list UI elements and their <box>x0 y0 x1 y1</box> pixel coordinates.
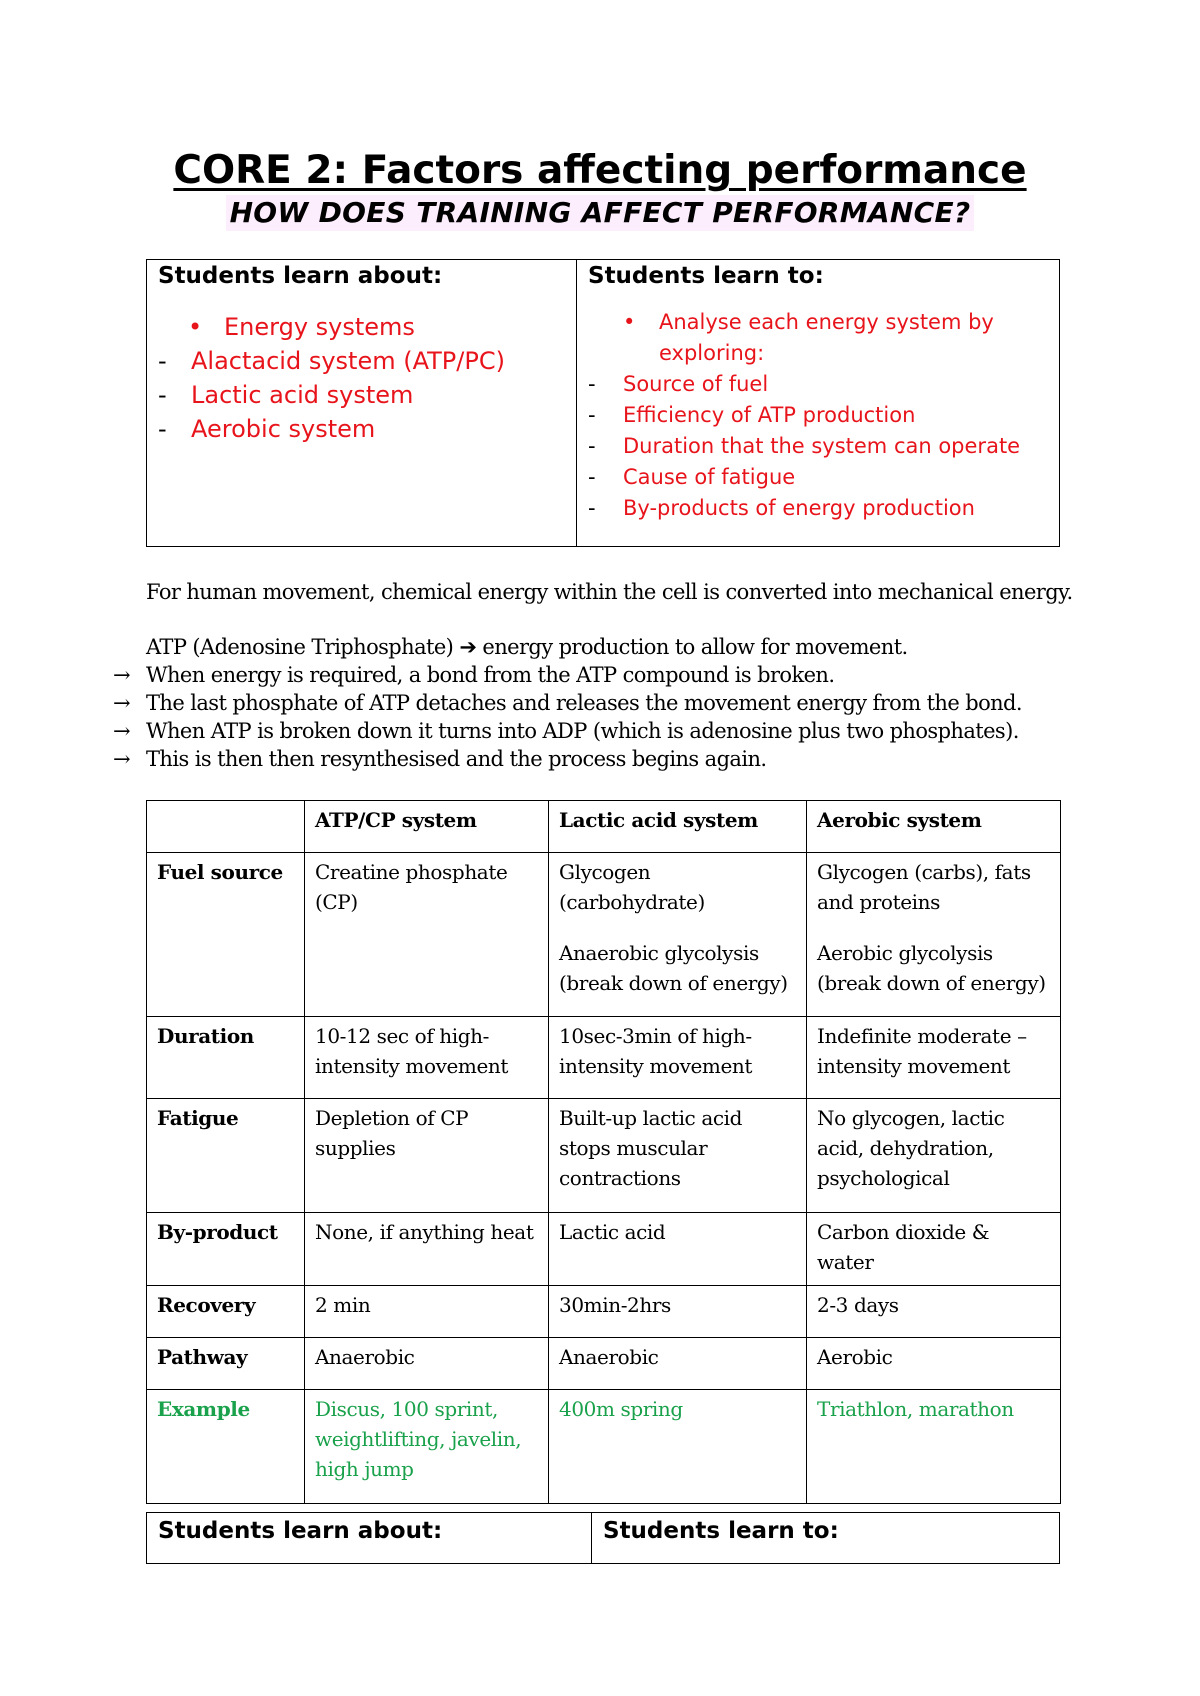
list-item-text: Alactacid system (ATP/PC) <box>191 347 505 375</box>
arrow-point <box>113 661 834 689</box>
arrow-point <box>113 717 1019 745</box>
list-item <box>158 344 576 378</box>
list-item-text: Lactic acid system <box>191 381 414 409</box>
learn-to-list <box>588 307 1059 524</box>
dash-marker: - <box>588 465 596 489</box>
list-item <box>588 307 1059 369</box>
table-cell: Triathlon, marathon <box>807 1390 1061 1504</box>
table-cell: 2-3 days <box>807 1286 1061 1338</box>
header-cell: Aerobic system <box>807 801 1061 853</box>
header-cell: ATP/CP system <box>305 801 549 853</box>
arrow-icon: → <box>113 719 130 743</box>
row-header: Fatigue <box>147 1099 305 1213</box>
list-item-text: Analyse each energy system by exploring: <box>659 310 994 365</box>
table-cell: Indefinite moderate – intensity movement <box>807 1017 1061 1099</box>
arrow-icon: → <box>113 691 130 715</box>
table-cell: Creatine phosphate (CP) <box>305 853 549 1017</box>
header-cell <box>147 801 305 853</box>
list-item <box>158 412 576 446</box>
intro-paragraph: For human movement, chemical energy within the cell is converted into mechanical energy. <box>146 580 1073 604</box>
learn-about-column <box>147 1513 592 1563</box>
table-cell: Built-up lactic acid stops muscular contractions <box>549 1099 807 1213</box>
list-item-text: Duration that the system can operate <box>623 434 1021 458</box>
atp-definition: ATP (Adenosine Triphosphate) ➔ energy production to allow for movement. <box>146 635 908 659</box>
arrow-point <box>113 745 766 773</box>
dash-marker: - <box>588 403 596 427</box>
list-item-text: By-products of energy production <box>623 496 975 520</box>
list-item-text: Aerobic system <box>191 415 376 443</box>
learn-about-list <box>158 310 576 446</box>
table-cell: 400m spring <box>549 1390 807 1504</box>
cell-text: Aerobic glycolysis (break down of energy) <box>817 941 1046 995</box>
arrow-icon: → <box>113 663 130 687</box>
list-item-text: Source of fuel <box>623 372 769 396</box>
table-row <box>147 1099 1061 1213</box>
page-subtitle: HOW DOES TRAINING AFFECT PERFORMANCE? <box>226 195 975 231</box>
learn-to-heading: Students learn to: <box>603 1518 839 1544</box>
learn-about-column <box>147 260 577 546</box>
row-header: Recovery <box>147 1286 305 1338</box>
arrow-point-text: When energy is required, a bond from the ATP compound is broken. <box>146 663 835 687</box>
spacer <box>559 917 796 938</box>
table-row <box>147 853 1061 1017</box>
table-cell: Lactic acid <box>549 1213 807 1286</box>
table-cell: Discus, 100 sprint, weightlifting, javelin, high jump <box>305 1390 549 1504</box>
table-row <box>147 1286 1061 1338</box>
table-cell: Anaerobic <box>549 1338 807 1390</box>
bullet-icon: • <box>623 310 636 334</box>
row-header: Duration <box>147 1017 305 1099</box>
table-cell: Carbon dioxide & water <box>807 1213 1061 1286</box>
dash-marker: - <box>158 415 167 443</box>
list-item <box>588 400 1059 431</box>
spacer <box>817 917 1050 938</box>
table-header-row <box>147 801 1061 853</box>
syllabus-box <box>146 259 1060 547</box>
table-cell: 10-12 sec of high-intensity movement <box>305 1017 549 1099</box>
table-row <box>147 1213 1061 1286</box>
dash-marker: - <box>588 496 596 520</box>
syllabus-box-2 <box>146 1512 1060 1564</box>
list-item <box>158 310 576 344</box>
energy-systems-table <box>146 800 1061 1504</box>
table-row <box>147 1338 1061 1390</box>
table-cell <box>807 853 1061 1017</box>
table-cell: Anaerobic <box>305 1338 549 1390</box>
list-item-text: Efficiency of ATP production <box>623 403 916 427</box>
list-item <box>588 493 1059 524</box>
learn-to-column <box>592 1513 1059 1563</box>
row-header: Pathway <box>147 1338 305 1390</box>
table-row <box>147 1017 1061 1099</box>
table-cell: Aerobic <box>807 1338 1061 1390</box>
table-cell: Depletion of CP supplies <box>305 1099 549 1213</box>
learn-about-heading: Students learn about: <box>158 263 443 289</box>
learn-about-heading: Students learn about: <box>158 1518 443 1544</box>
list-item <box>588 462 1059 493</box>
table-cell <box>549 853 807 1017</box>
cell-text: Anaerobic glycolysis (break down of energy) <box>559 941 788 995</box>
table-row <box>147 1390 1061 1504</box>
cell-text: Glycogen (carbs), fats and proteins <box>817 860 1031 914</box>
bullet-icon: • <box>188 313 203 341</box>
list-item-text: Energy systems <box>224 313 415 341</box>
page-title: CORE 2: Factors affecting performance <box>173 148 1027 193</box>
table-cell: None, if anything heat <box>305 1213 549 1286</box>
learn-to-heading: Students learn to: <box>588 263 824 289</box>
row-header: Fuel source <box>147 853 305 1017</box>
row-header: Example <box>147 1390 305 1504</box>
list-item <box>588 431 1059 462</box>
arrow-point-text: The last phosphate of ATP detaches and releases the movement energy from the bond. <box>146 691 1022 715</box>
row-header: By-product <box>147 1213 305 1286</box>
cell-text: Glycogen (carbohydrate) <box>559 860 705 914</box>
dash-marker: - <box>158 381 167 409</box>
list-item <box>588 369 1059 400</box>
table-cell: 2 min <box>305 1286 549 1338</box>
arrow-point-text: This is then then resynthesised and the process begins again. <box>146 747 767 771</box>
dash-marker: - <box>588 372 596 396</box>
table-cell: 10sec-3min of high-intensity movement <box>549 1017 807 1099</box>
list-item-text: Cause of fatigue <box>623 465 796 489</box>
table-cell: No glycogen, lactic acid, dehydration, psychological <box>807 1099 1061 1213</box>
arrow-icon: → <box>113 747 130 771</box>
arrow-point <box>113 689 1022 717</box>
header-cell: Lactic acid system <box>549 801 807 853</box>
subtitle-wrap <box>0 195 1200 231</box>
arrow-point-text: When ATP is broken down it turns into ADP (which is adenosine plus two phosphates). <box>146 719 1019 743</box>
table-cell: 30min-2hrs <box>549 1286 807 1338</box>
learn-to-column <box>577 260 1059 546</box>
list-item <box>158 378 576 412</box>
dash-marker: - <box>158 347 167 375</box>
dash-marker: - <box>588 434 596 458</box>
